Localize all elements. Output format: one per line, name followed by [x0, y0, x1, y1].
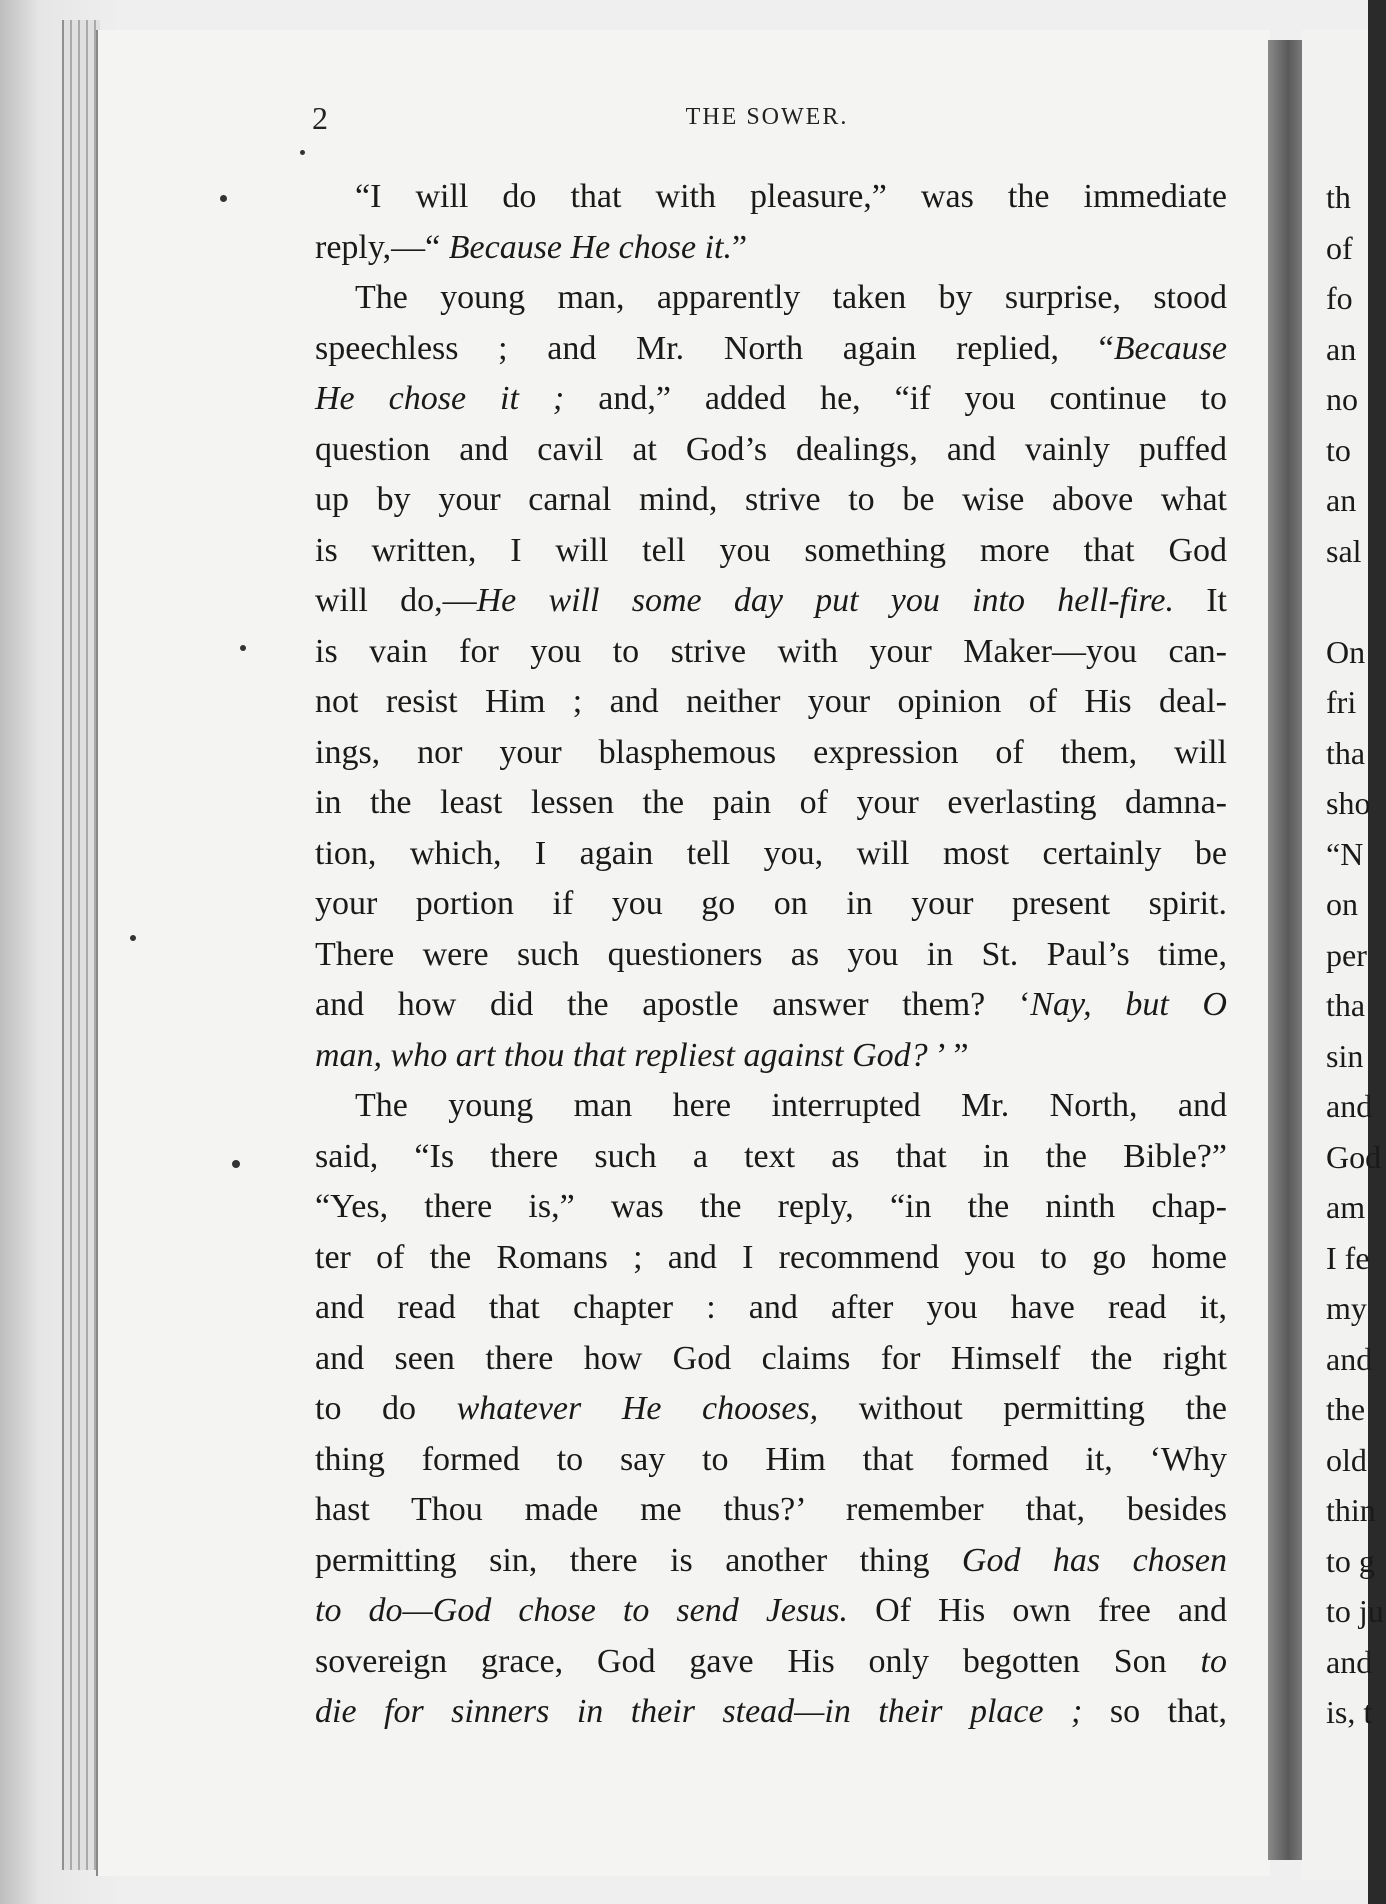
text-line — [315, 1233, 1227, 1284]
line-text: your portion if you go on in your present spirit. — [315, 885, 1227, 922]
line-text: hast Thou made me thus?’ remember that, besides — [315, 1491, 1227, 1528]
line-text: It — [1174, 582, 1227, 619]
text-line — [315, 829, 1227, 880]
line-text: without permitting the — [818, 1390, 1227, 1427]
fragment: fri — [1326, 684, 1357, 720]
fragment: fo — [1326, 280, 1353, 316]
line-text: “I will do that with pleasure,” was the immediate — [355, 178, 1227, 215]
text-line — [315, 1132, 1227, 1183]
body-text — [315, 172, 1227, 1738]
text-line — [315, 930, 1227, 981]
next-page-text-fragments — [1326, 172, 1386, 1738]
fragment: to g — [1326, 1542, 1375, 1579]
fragment: th — [1326, 179, 1351, 215]
scan-speck — [300, 150, 305, 155]
line-text: will do,— — [315, 582, 477, 619]
italic-text: He will some day put you into hell-fire. — [476, 582, 1174, 619]
text-line — [315, 576, 1227, 627]
line-text: and read that chapter : and after you have read it, — [315, 1289, 1227, 1326]
fragment: sho — [1326, 785, 1371, 821]
italic-text: Because — [1113, 329, 1227, 367]
text-line — [315, 677, 1227, 728]
fragment: an — [1326, 482, 1357, 518]
fragment: On — [1326, 633, 1366, 670]
text-line — [315, 475, 1227, 526]
fragment: tha — [1326, 987, 1366, 1023]
fragment: an — [1326, 330, 1357, 367]
italic-text: whatever He chooses, — [456, 1390, 819, 1427]
text-line — [315, 172, 1227, 223]
line-text: reply,—“ — [315, 228, 449, 266]
book-gutter — [1268, 40, 1302, 1860]
italic-text: man, who art thou that repliest against God? — [315, 1036, 928, 1074]
line-text: and seen there how God claims for Himself the right — [315, 1339, 1227, 1377]
text-line — [315, 1485, 1227, 1536]
scan-speck — [240, 645, 246, 651]
text-line — [315, 1384, 1227, 1435]
scan-speck — [232, 1160, 240, 1168]
fragment: to — [1326, 431, 1351, 468]
text-line — [315, 1182, 1227, 1233]
text-line — [315, 1586, 1227, 1637]
fragment: and — [1326, 1088, 1373, 1124]
text-line — [315, 526, 1227, 577]
line-text: thing formed to say to Him that formed it, ‘Why — [315, 1440, 1227, 1478]
fragment: thin — [1326, 1492, 1376, 1528]
fragment: sin — [1326, 1037, 1364, 1074]
text-line — [315, 627, 1227, 678]
text-line — [315, 879, 1227, 930]
line-text: in the least lessen the pain of your everlasting damna- — [315, 784, 1227, 821]
line-text: is written, I will tell you something more that God — [315, 531, 1227, 569]
fragment: my — [1326, 1290, 1367, 1326]
fragment: the — [1326, 1391, 1366, 1427]
fragment: of — [1326, 229, 1353, 266]
line-text: said, “Is there such a text as that in the Bible?” — [315, 1137, 1227, 1175]
text-line — [315, 778, 1227, 829]
italic-text: to do—God chose to send Jesus. — [315, 1592, 848, 1629]
line-text: ” — [731, 228, 748, 266]
text-line — [315, 1081, 1227, 1132]
italic-text: He chose it ; — [315, 380, 565, 417]
line-text: and,” added he, “if you continue to — [564, 380, 1227, 417]
line-text: to do — [315, 1390, 457, 1427]
page-edges — [62, 20, 100, 1870]
fragment: and — [1326, 1340, 1373, 1377]
line-text: ings, nor your blasphemous expression of them, will — [315, 733, 1227, 771]
italic-text: God has chosen — [961, 1541, 1227, 1579]
fragment: and — [1326, 1643, 1373, 1680]
fragment: God — [1326, 1138, 1382, 1175]
fragment: no — [1326, 381, 1358, 417]
line-text: Of His own free and — [848, 1592, 1228, 1629]
line-text: up by your carnal mind, strive to be wise above what — [315, 481, 1227, 518]
fragment — [1326, 576, 1386, 627]
fragment: tha — [1326, 734, 1366, 771]
italic-text: Because He chose it. — [448, 228, 732, 266]
text-line — [315, 980, 1227, 1031]
italic-text: die for sinners in their stead—in their place ; — [315, 1693, 1083, 1730]
text-line — [315, 223, 1227, 274]
page-header — [308, 100, 1226, 140]
fragment: per — [1326, 936, 1367, 973]
text-line — [315, 1687, 1227, 1738]
fragment: is, t — [1326, 1694, 1373, 1730]
text-line — [315, 425, 1227, 476]
text-line — [315, 1334, 1227, 1385]
italic-text: to — [1200, 1642, 1227, 1680]
line-text: “Yes, there is,” was the reply, “in the ninth chap- — [315, 1188, 1227, 1225]
line-text: question and cavil at God’s dealings, and vainly puffed — [315, 430, 1227, 468]
text-line — [315, 324, 1227, 375]
running-title: THE SOWER. — [685, 104, 849, 130]
fragment: sal — [1326, 532, 1362, 569]
line-text: sovereign grace, God gave His only begotten Son — [315, 1642, 1201, 1680]
line-text: There were such questioners as you in St. Paul’s time, — [315, 935, 1227, 973]
scan-speck — [220, 195, 227, 202]
line-text: speechless ; and Mr. North again replied, “ — [315, 329, 1114, 367]
fragment: to ju — [1326, 1593, 1384, 1629]
scan-speck — [130, 935, 136, 941]
page-number: 2 — [312, 100, 328, 136]
line-text: The young man here interrupted Mr. North, and — [355, 1087, 1227, 1124]
line-text: and how did the apostle answer them? ‘ — [315, 986, 1031, 1023]
line-text: so that, — [1082, 1693, 1228, 1730]
line-text: ’ ” — [927, 1036, 969, 1074]
text-line — [315, 1536, 1227, 1587]
line-text: permitting sin, there is another thing — [315, 1541, 962, 1579]
line-text: The young man, apparently taken by surprise, stood — [355, 279, 1227, 316]
line-text: ter of the Romans ; and I recommend you to go home — [315, 1238, 1227, 1276]
text-line — [315, 273, 1227, 324]
text-line — [315, 1435, 1227, 1486]
line-text: tion, which, I again tell you, will most certainly be — [315, 834, 1227, 872]
fragment: on — [1326, 886, 1358, 922]
fragment: “N — [1326, 835, 1364, 872]
fragment: I fe — [1326, 1239, 1370, 1276]
text-line — [315, 1031, 1227, 1082]
line-text: is vain for you to strive with your Maker—you can- — [315, 632, 1227, 670]
line-text: not resist Him ; and neither your opinion of His deal- — [315, 683, 1227, 720]
fragment: old — [1326, 1441, 1367, 1478]
fragment: am — [1326, 1189, 1366, 1225]
italic-text: Nay, but O — [1030, 986, 1227, 1023]
text-line — [315, 1283, 1227, 1334]
text-line — [315, 374, 1227, 425]
text-line — [315, 728, 1227, 779]
text-line — [315, 1637, 1227, 1688]
